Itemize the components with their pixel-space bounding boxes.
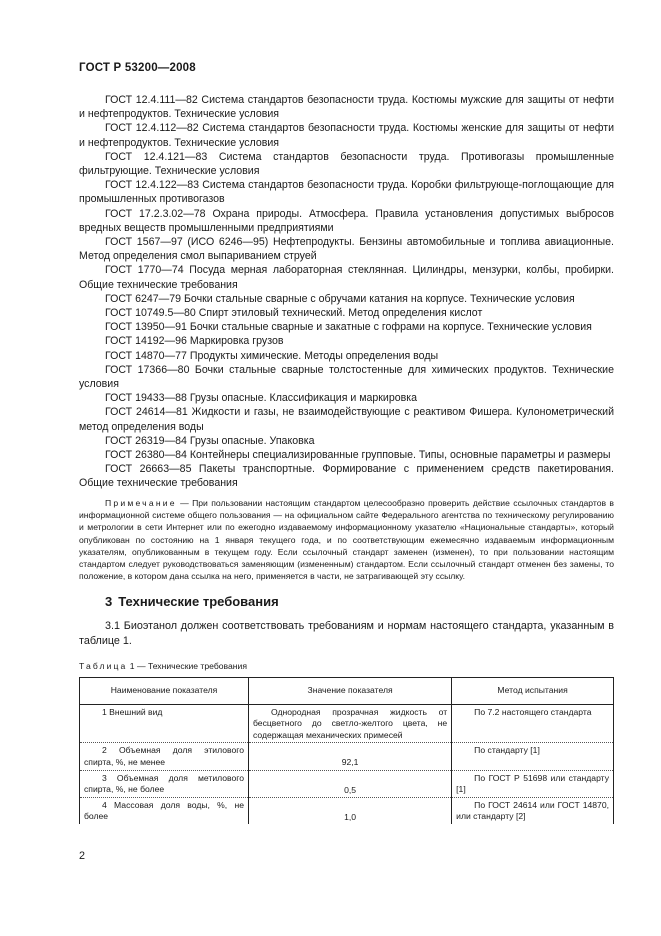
table-row <box>80 743 614 770</box>
reference-item: ГОСТ 17366—80 Бочки стальные сварные толстостенные для химических продуктов. Технические условия <box>79 363 614 391</box>
test-method-cell: По 7.2 настоящего стандарта <box>452 705 614 743</box>
reference-item: ГОСТ 12.4.111—82 Система стандартов безопасности труда. Костюмы мужские для защиты от нефти и нефтепродуктов. Технические условия <box>79 94 614 121</box>
test-method-cell: По ГОСТ Р 51698 или стандарту [1] <box>452 770 614 797</box>
test-method-cell: По стандарту [1] <box>452 743 614 770</box>
reference-item: ГОСТ 10749.5—80 Спирт этиловый технический. Метод определения кислот <box>105 307 483 320</box>
section-heading <box>105 594 279 609</box>
table-row <box>80 798 614 825</box>
note-label: Примечание <box>105 498 177 508</box>
indicator-value-cell: 92,1 <box>248 743 451 770</box>
table-header-row <box>80 678 614 705</box>
indicator-value-cell: 1,0 <box>248 798 451 825</box>
reference-item: ГОСТ 26319—84 Грузы опасные. Упаковка <box>105 434 315 447</box>
references-note <box>79 497 614 582</box>
reference-item: ГОСТ 26380—84 Контейнеры специализированные групповые. Типы, основные параметры и размеры <box>105 449 611 462</box>
indicator-value-cell: Однородная прозрачная жидкость от бесцветного до светло-желтого цвета, не содержащая механических примесей <box>248 705 451 743</box>
reference-item: ГОСТ 14870—77 Продукты химические. Методы определения воды <box>105 349 439 362</box>
reference-item: ГОСТ 26663—85 Пакеты транспортные. Формирование с применением средств пакетирования. Общие технические требования <box>79 463 614 490</box>
test-method-cell: По ГОСТ 24614 или ГОСТ 14870, или стандарту [2] <box>452 798 614 825</box>
section-title-text: Технические требования <box>118 594 279 609</box>
table-caption-label: Таблица <box>79 661 128 671</box>
reference-item: ГОСТ 12.4.121—83 Система стандартов безопасности труда. Противогазы промышленные фильтрующие. Технические условия <box>79 150 614 178</box>
page-number: 2 <box>79 850 86 862</box>
reference-item: ГОСТ 24614—81 Жидкости и газы, не взаимодействующие с реактивом Фишера. Кулонометрический метод определения воды <box>79 406 614 433</box>
indicator-name-cell: 2 Объемная доля этилового спирта, %, не менее <box>80 743 249 770</box>
indicator-name-cell: 1 Внешний вид <box>80 705 249 743</box>
reference-item: ГОСТ 19433—88 Грузы опасные. Классификация и маркировка <box>105 392 418 405</box>
document-code: ГОСТ Р 53200—2008 <box>79 62 196 74</box>
indicator-value-cell: 0,5 <box>248 770 451 797</box>
technical-requirements-table <box>79 677 614 824</box>
reference-item: ГОСТ 6247—79 Бочки стальные сварные с обручами катания на корпусе. Технические условия <box>105 292 575 305</box>
reference-item: ГОСТ 13950—91 Бочки стальные сварные и закатные с гофрами на корпусе. Технические условия <box>105 321 592 334</box>
reference-item: ГОСТ 17.2.3.02—78 Охрана природы. Атмосфера. Правила установления допустимых выбросов вредных веществ промышленными предприятиями <box>79 207 614 234</box>
reference-item: ГОСТ 1567—97 (ИСО 6246—95) Нефтепродукты. Бензины автомобильные и топлива авиационные. Метод определения смол выпариванием струей <box>79 236 614 263</box>
table-row <box>80 770 614 797</box>
section-number: 3 <box>105 594 113 609</box>
reference-item: ГОСТ 12.4.122—83 Система стандартов безопасности труда. Коробки фильтрующе-поглощающие для промышленных противогазов <box>79 179 614 206</box>
table-caption <box>79 661 247 671</box>
reference-item: ГОСТ 1770—74 Посуда мерная лабораторная стеклянная. Цилиндры, мензурки, колбы, пробирки. Общие технические требования <box>79 264 614 291</box>
table-row <box>80 705 614 743</box>
normative-references-list <box>79 93 614 491</box>
indicator-name-cell: 3 Объемная доля метилового спирта, %, не более <box>80 770 249 797</box>
clause-3-1: 3.1 Биоэтанол должен соответствовать требованиям и нормам настоящего стандарта, указанным в таблице 1. <box>79 620 614 647</box>
note-text: — При пользовании настоящим стандартом целесообразно проверить действие ссылочных стандартов в информационной системе общего пользования — на официальном сайте Федерального агентства по техническому регулированию и метрологии в сети Интернет или по ежегодно издаваемому информационному указателю «Национальные стандарты», который опубликован по состоянию на 1 января текущего года, и по соответствующим ежемесячно издаваемым информационным указателям, опубликованным в текущем году. Если ссылочный стандарт заменен (изменен), то при пользовании настоящим стандартом следует руководствоваться заменяющим (измененным) стандартом. Если ссылочный стандарт отменен без замены, то положение, в котором дана ссылка на него, применяется в части, не затрагивающей эту ссылку. <box>79 498 614 582</box>
column-header-method: Метод испытания <box>452 678 614 705</box>
reference-item: ГОСТ 12.4.112—82 Система стандартов безопасности труда. Костюмы женские для защиты от нефти и нефтепродуктов. Технические условия <box>79 122 614 149</box>
column-header-value: Значение показателя <box>248 678 451 705</box>
reference-item: ГОСТ 14192—96 Маркировка грузов <box>105 335 284 348</box>
table-caption-title: 1 — Технические требования <box>127 661 247 671</box>
indicator-name-cell: 4 Массовая доля воды, %, не более <box>80 798 249 825</box>
column-header-name: Наименование показателя <box>80 678 249 705</box>
